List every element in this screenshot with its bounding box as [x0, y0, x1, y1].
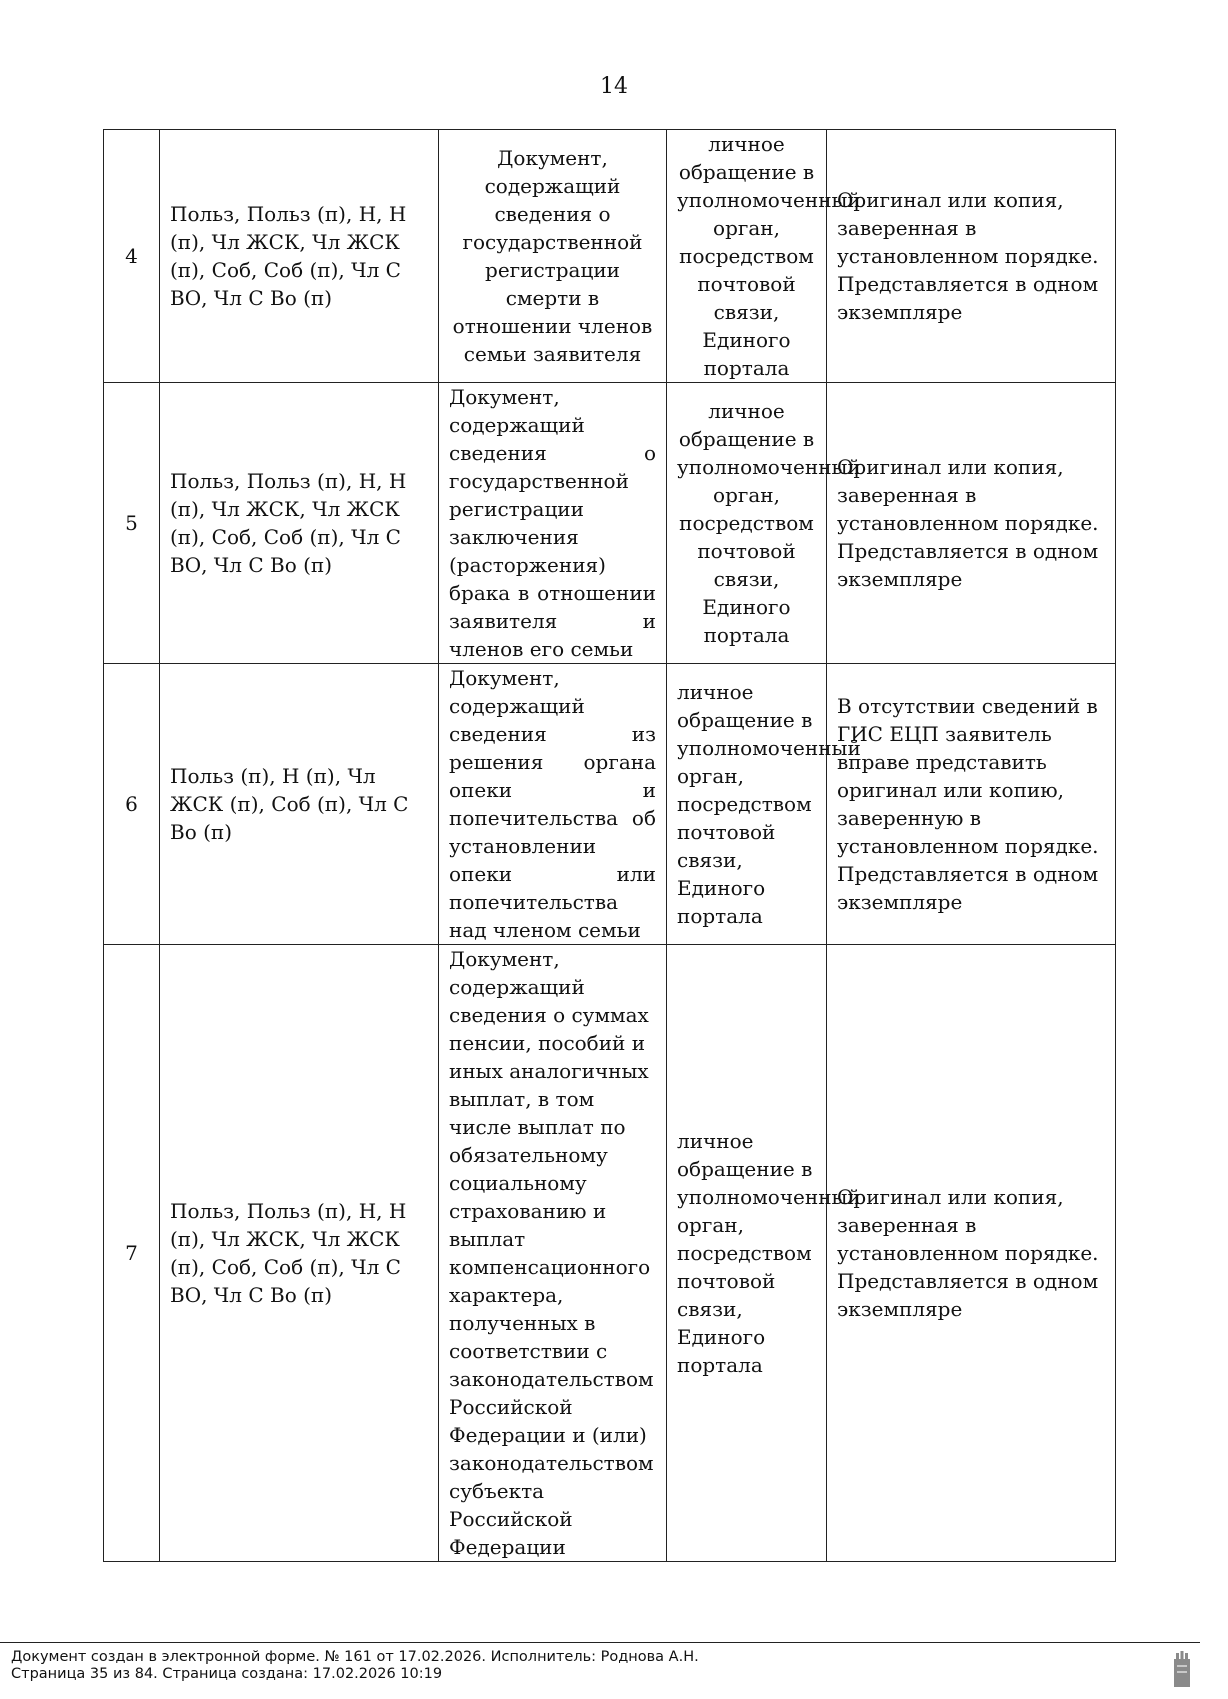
row-number: 5	[104, 383, 160, 664]
submission-method: личное обращение в уполномоченный орган, посредством почтовой связи, Единого портала	[667, 130, 827, 383]
submission-method: личное обращение в уполномоченный орган, посредством почтовой связи, Единого портала	[667, 945, 827, 1562]
document-note: В отсутствии сведений в ГИС ЕЦП заявитель вправе представить оригинал или копию, заверенную в установленном порядке. Представляется в одном экземпляре	[827, 664, 1116, 945]
applicant-categories: Польз (п), Н (п), Чл ЖСК (п), Соб (п), Чл С Во (п)	[160, 664, 439, 945]
submission-method: личное обращение в уполномоченный орган, посредством почтовой связи, Единого портала	[667, 383, 827, 664]
document-note: Оригинал или копия, заверенная в установленном порядке. Представляется в одном экземпляре	[827, 383, 1116, 664]
submission-method: личное обращение в уполномоченный орган, посредством почтовой связи, Единого портала	[667, 664, 827, 945]
emblem-icon	[1172, 1649, 1192, 1689]
footer	[0, 1642, 1200, 1699]
row-number: 4	[104, 130, 160, 383]
applicant-categories: Польз, Польз (п), Н, Н (п), Чл ЖСК, Чл ЖСК (п), Соб, Соб (п), Чл С ВО, Чл С Во (п)	[160, 130, 439, 383]
document-description: Документ, содержащий сведения из решения органа опеки и попечительства об установлении опеки или попечительства над членом семьи	[439, 664, 667, 945]
table-row	[104, 945, 1116, 1562]
table-row	[104, 130, 1116, 383]
applicant-categories: Польз, Польз (п), Н, Н (п), Чл ЖСК, Чл ЖСК (п), Соб, Соб (п), Чл С ВО, Чл С Во (п)	[160, 383, 439, 664]
page-number: 14	[600, 74, 628, 99]
documents-table	[103, 129, 1116, 1562]
footer-text	[11, 1649, 699, 1683]
document-description: Документ, содержащий сведения о государственной регистрации заключения (расторжения) брака в отношении заявителя и членов его семьи	[439, 383, 667, 664]
row-number: 7	[104, 945, 160, 1562]
document-note: Оригинал или копия, заверенная в установленном порядке. Представляется в одном экземпляре	[827, 130, 1116, 383]
applicant-categories: Польз, Польз (п), Н, Н (п), Чл ЖСК, Чл ЖСК (п), Соб, Соб (п), Чл С ВО, Чл С Во (п)	[160, 945, 439, 1562]
document-note: Оригинал или копия, заверенная в установленном порядке. Представляется в одном экземпляре	[827, 945, 1116, 1562]
footer-document-info: Документ создан в электронной форме. № 161 от 17.02.2026. Исполнитель: Роднова А.Н.	[11, 1649, 699, 1665]
table-row	[104, 664, 1116, 945]
document-description: Документ, содержащий сведения о суммах пенсии, пособий и иных аналогичных выплат, в том числе выплат по обязательному социальному страхованию и выплат компенсационного характера, полученных в соответствии с законодательством Российской Федерации и (или) законодательством субъекта Российской Федерации	[439, 945, 667, 1562]
document-description: Документ, содержащий сведения о государственной регистрации смерти в отношении членов семьи заявителя	[439, 130, 667, 383]
footer-page-info: Страница 35 из 84. Страница создана: 17.02.2026 10:19	[11, 1666, 443, 1682]
table-row	[104, 383, 1116, 664]
row-number: 6	[104, 664, 160, 945]
